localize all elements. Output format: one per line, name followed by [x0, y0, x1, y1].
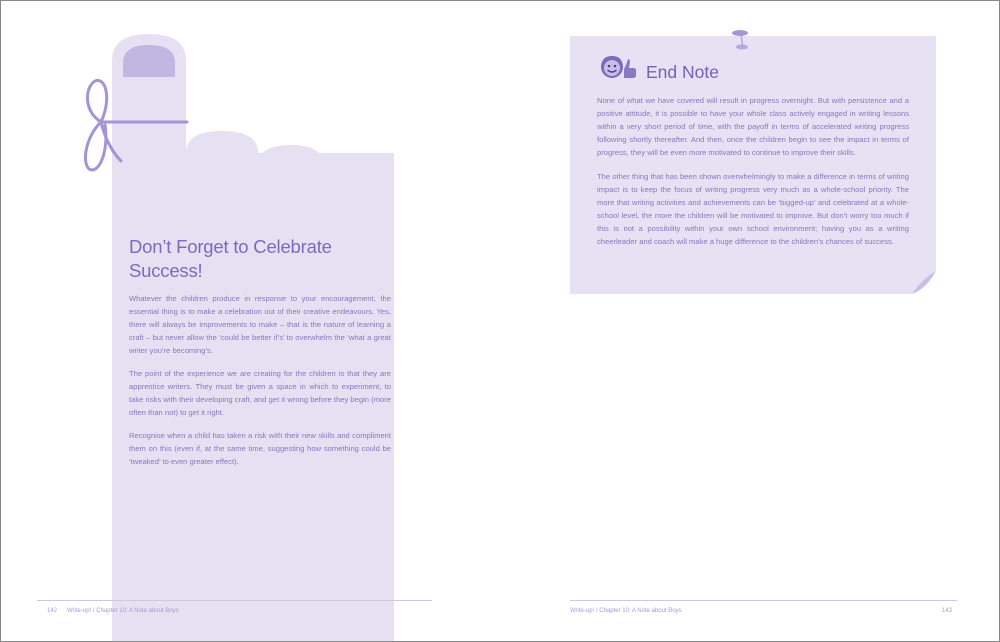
- page-curl-icon: [912, 271, 936, 294]
- emoji-thumbs-up-icon: [598, 54, 638, 80]
- section-heading: Don’t Forget to Celebrate Success!: [129, 236, 332, 281]
- right-footer-rule: [570, 600, 957, 601]
- pin-icon: [728, 27, 756, 51]
- left-paragraph-3: Recognise when a child has taken a risk with their new skills and compliment them on this (even if, at the same time, suggesting how something could be ‘tweaked’ to even greater effect).: [129, 431, 391, 466]
- end-note-title: End Note: [646, 62, 719, 82]
- end-note-body: [597, 94, 909, 259]
- right-running-head: Write-up! / Chapter 10: A Note about Boys: [570, 608, 682, 614]
- right-page-number: 143: [942, 608, 953, 614]
- left-running-head: Write-up! / Chapter 10: A Note about Boys: [67, 608, 179, 614]
- left-footer-rule: [37, 600, 432, 601]
- left-paragraph-2: The point of the experience we are creating for the children is that they are apprentice writers. They must be given a space in which to experiment, to take risks with their developing craft, and get it wrong before they begin (more often than not) to get it right.: [129, 369, 391, 417]
- left-page-number: 142: [47, 608, 58, 614]
- left-page-content: [129, 235, 391, 478]
- end-note-paragraph-2: The other thing that has been shown overwhelmingly to make a difference in terms of writing impact is to keep the focus of writing progress very much as a whole-school priority. The more that writing activities and achievements can be ‘bigged-up’ and celebrated at a whole-school level, the more the children will be motivated to improve. But don’t worry too much if this is not a possibility within your own school environment; having you as a writing cheerleader and coach will make a huge difference to the children’s chances of success.: [597, 172, 909, 246]
- left-paragraph-1: Whatever the children produce in response to your encouragement, the essential thing is to make a celebration out of their creative endeavours. Yes, there will always be improvements to make – that is the nature of learning a craft – but never allow the ‘could be better if’s’ to overwhelm the ‘what a great writer you’re becoming’s.: [129, 294, 391, 355]
- end-note-paragraph-1: None of what we have covered will result in progress overnight. But with persistence and a positive attitude, it is possible to have your whole class actively engaged in writing lessons within a very short period of time, with the payoff in terms of accelerated writing progress following shortly thereafter. And then, once the children begin to see the impact in terms of progress, they will be even more motivated to continue to improve their skills.: [597, 96, 909, 157]
